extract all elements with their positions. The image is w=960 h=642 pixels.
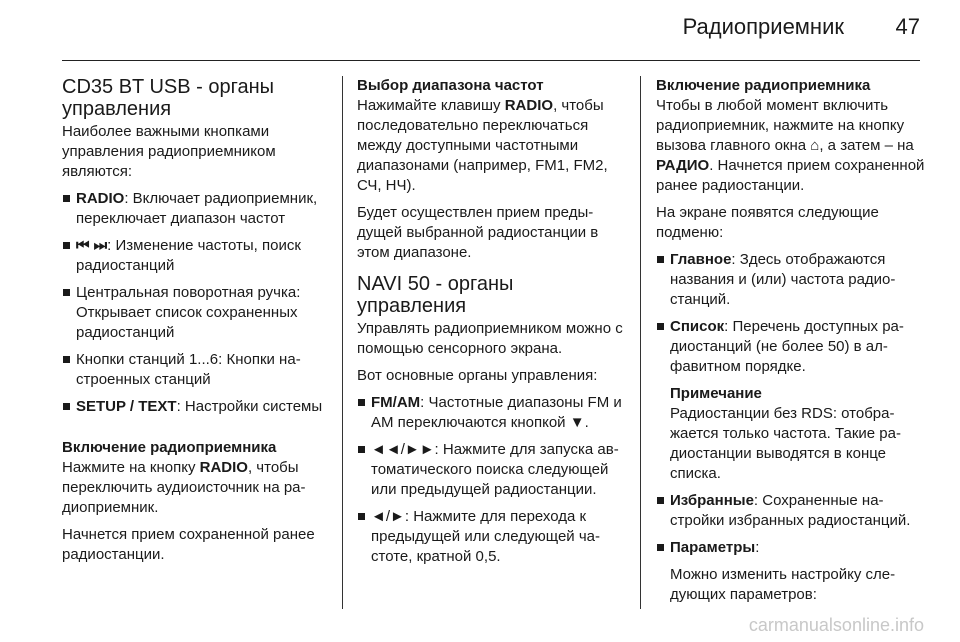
list-item: Главное: Здесь отображаются названия и (или) частота радиостанций. [656, 250, 928, 310]
section-heading: NAVI 50 - органы управления [357, 273, 514, 317]
list-item: RADIO: Включает радиоприемник, переключает диапазон частот [62, 189, 332, 229]
paragraph: Начнется прием сохраненной ранее радиостанции. [62, 526, 315, 563]
paragraph: Наиболее важными кнопками управления радиоприемником являются: [62, 123, 276, 180]
paragraph: Нажмите на кнопку RADIO, чтобы переключить аудиоисточник на радиоприемник. [62, 459, 306, 516]
subsection-heading: Включение радиоприемника [656, 77, 871, 94]
list-item: ◄◄/►►: Нажмите для запуска автоматического поиска следующей или предыдущей радиостанции. [357, 440, 627, 500]
list-item: FM/AM: Частотные диапазоны FM и AM переключаются кнопкой ▼. [357, 393, 627, 433]
note-block [670, 384, 928, 484]
column-3 [656, 76, 928, 612]
list-item: Центральная поворотная ручка: Открывает список сохраненных радиостанций [62, 283, 332, 343]
column-divider [342, 76, 343, 609]
paragraph: Нажимайте клавишу RADIO, чтобы последовательно переключаться между доступными частотными диапазонами (например, FM1, FM2, СЧ, НЧ). [357, 97, 608, 194]
prev-next-icon: ⏮ ⏭ [76, 237, 108, 254]
list-item: Параметры: [656, 538, 928, 558]
list-item: ◄/►: Нажмите для перехода к предыдущей или следующей частоте, кратной 0,5. [357, 507, 627, 567]
column-divider [640, 76, 641, 609]
list-item: ⏮ ⏭: Изменение частоты, поиск радиостанций [62, 236, 332, 276]
subsection-heading: Выбор диапазона частот [357, 77, 544, 94]
watermark: carmanualsonline.info [748, 615, 924, 635]
page-header [62, 0, 920, 61]
paragraph: Вот основные органы управления: [357, 367, 598, 384]
list-item: Список: Перечень доступных радиостанций (не более 50) в алфавитном порядке. [656, 317, 928, 377]
paragraph: На экране появятся следующие подменю: [656, 204, 879, 241]
section-heading: CD35 BT USB - органы управления [62, 76, 274, 120]
column-2 [357, 76, 627, 574]
list-item: Кнопки станций 1...6: Кнопки настроенных станций [62, 350, 332, 390]
list-item: SETUP / TEXT: Настройки системы [62, 397, 332, 417]
paragraph: Чтобы в любой момент включить радиоприемник, нажмите на кнопку вызова главного окна ⌂, а затем – на РАДИО. Начнется прием сохраненной ранее радиостанции. [656, 97, 925, 194]
note-text: Радиостанции без RDS: отображается только частота. Такие радиостанции выводятся в конце списка. [670, 405, 901, 482]
paragraph: Будет осуществлен прием предыдущей выбранной радиостанции в этом диапазоне. [357, 204, 599, 261]
paragraph: Управлять радиоприемником можно с помощью сенсорного экрана. [357, 320, 623, 357]
page-number: 47 [895, 14, 920, 39]
column-1 [62, 76, 332, 572]
page-title: Радиоприемник [682, 14, 844, 39]
subsection-heading: Включение радиоприемника [62, 439, 277, 456]
paragraph: Можно изменить настройку следующих параметров: [670, 566, 896, 603]
note-title: Примечание [670, 385, 762, 402]
list-item: Избранные: Сохраненные настройки избранных радиостанций. [656, 491, 928, 531]
